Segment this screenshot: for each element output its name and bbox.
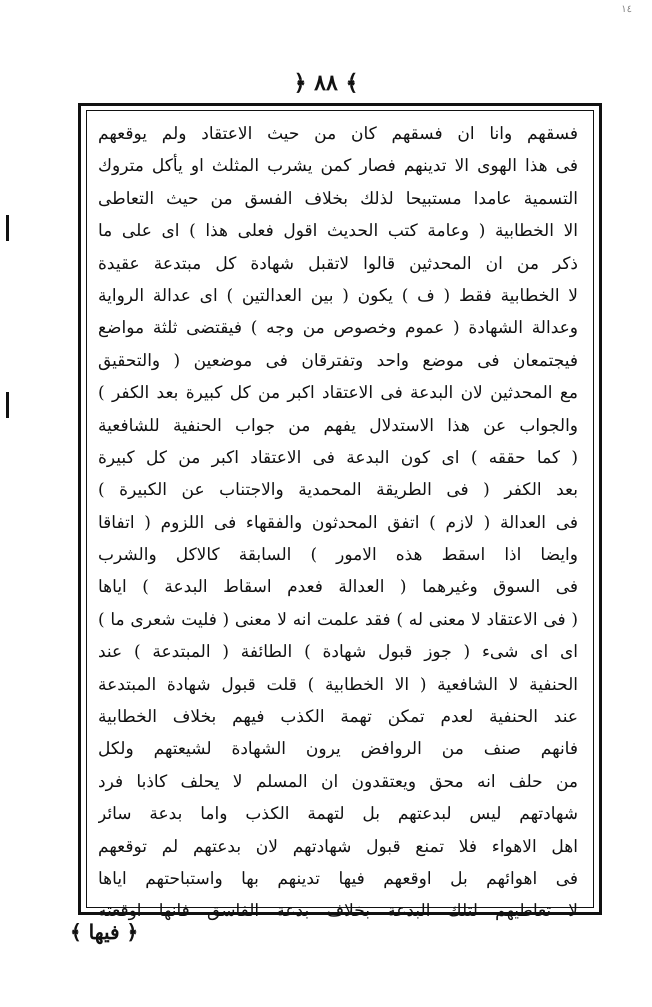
text-line: فى اهوائهم بل اوقعهم فيها تدينهم بها واستباحتهم اياها [98,868,578,889]
text-line: اى اى شىء ( جوز قبول شهادة ) الطائفة ( المبتدعة ) عند [98,642,578,663]
text-line: فيجتمعان فى موضع واحد وتفترقان فى موضعين ( والتحقيق [98,350,578,371]
text-line: اهل الاهواء فلا تمنع قبول شهادتهم لان بدعتهم لم توقعهم [98,836,578,857]
text-line: فى هذا الهوى الا تدينهم فصار كمن يشرب المثلث او يأكل متروك [98,156,578,177]
text-line: وايضا اذا اسقط هذه الامور ) السابقة كالاكل والشرب [98,545,578,566]
text-line: بعد الكفر ( فى الطريقة المحمدية والاجتناب عن الكبيرة ) [98,480,578,501]
page-number: ﴿ ٨٨ ﴾ [293,70,359,96]
text-line: فانهم صنف من الروافض يرون الشهادة لشيعتهم ولكل [98,739,578,760]
text-line: فى السوق وغيرهما ( العدالة فعدم اسقاط البدعة ) اياها [98,577,578,598]
text-line: مع المحدثين لان البدعة فى الاعتقاد اكبر من كل كبيرة بعد الكفر ) [98,383,578,404]
left-margin-tick-2 [6,392,9,418]
text-line: فسقهم وانا ان فسقهم كان من حيث الاعتقاد ولم يوقعهم [98,124,578,144]
corner-mark: ١٤ [621,4,632,15]
text-line: عند الحنفية لعدم تمكن تهمة الكذب فيهم بخلاف الخطابية [98,707,578,728]
text-line: ( كما حققه ) اى كون البدعة فى الاعتقاد اكبر من كل كبيرة [98,447,578,468]
text-line: وعدالة الشهادة ( عموم وخصوص من وجه ) فيقتضى ثلثة مواضع [98,318,578,339]
text-body [98,118,578,922]
text-line: ( فى الاعتقاد لا معنى له ) فقد علمت انه لا معنى ( فليت شعرى ما ) [98,609,578,630]
catchword: ﴿ فيها ﴾ [70,920,139,944]
text-line: التسمية عامدا مستبيحا لذلك بخلاف الفسق من حيث التعاطى [98,188,578,209]
text-line: الا الخطابية ( وعامة كتب الحديث اقول فعلى هذا ) اى على ما [98,221,578,242]
text-line: الحنفية لا الشافعية ( الا الخطابية ) قلت قبول شهادة المبتدعة [98,674,578,695]
left-margin-tick-1 [6,215,9,241]
text-line: لا الخطابية فقط ( ف ) يكون ( بين العدالتين ) اى عدالة الرواية [98,285,578,306]
text-line: ذكر من ان المحدثين قالوا لاتقبل شهادة كل مبتدعة عقيدة [98,253,578,274]
text-line: من حلف انه محق ويعتقدون ان المسلم لا يحلف كاذبا فرد [98,771,578,792]
text-line: والجواب عن هذا الاستدلال يفهم من جواب الحنفية للشافعية [98,415,578,436]
text-line: لا تعاطيهم لتلك البدعة بخلاف بدعة الفاسق فانها اوقعته [98,901,578,922]
text-line: شهادتهم ليس لبدعتهم بل لتهمة الكذب واما بدعة سائر [98,804,578,825]
text-line: فى العدالة ( لازم ) اتفق المحدثون والفقهاء فى اللزوم ( اتفاقا [98,512,578,533]
